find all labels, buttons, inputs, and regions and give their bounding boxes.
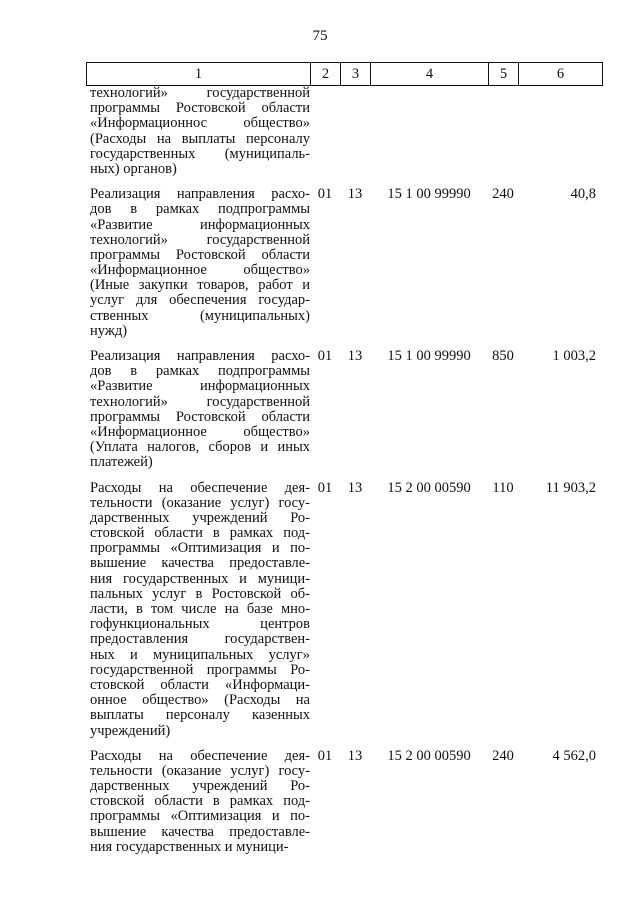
expense-type-code <box>488 86 518 177</box>
description-line: программы Ростовской области <box>90 246 310 263</box>
description-line: стовской области в рамках под- <box>90 793 310 810</box>
column-header-2: 2 <box>311 63 341 86</box>
subsection-code: 13 <box>347 348 363 364</box>
description-line: технологий» государственной <box>90 85 310 101</box>
description-line: тельности (оказание услуг) госу- <box>90 494 310 511</box>
description-line: программы Ростовской области <box>90 408 310 425</box>
section-code: 01 <box>317 747 333 764</box>
description-line: выплаты персоналу казенных <box>90 707 310 724</box>
amount <box>518 86 602 177</box>
description-line: технологий» государственной <box>90 393 310 410</box>
description-line: дов в рамках подпрограммы <box>90 363 310 380</box>
description-line: вышение качества предоставле- <box>90 555 310 572</box>
column-header-1: 1 <box>87 63 311 86</box>
description-line: государственных (муниципаль- <box>90 145 310 162</box>
expense-type-code: 850 <box>492 348 514 364</box>
column-header-table <box>86 62 603 86</box>
subsection-code: 13 <box>347 747 363 764</box>
description-line: ласти, в том числе на базе мно- <box>90 601 310 617</box>
description-line: ния государственных и муници- <box>90 838 289 855</box>
expense-description <box>86 187 310 339</box>
column-header-row <box>87 63 603 86</box>
subsection-code: 13 <box>347 479 363 496</box>
description-line: программы Ростовской области <box>90 100 310 117</box>
table-row <box>86 481 602 739</box>
column-header-5: 5 <box>489 63 519 86</box>
description-line: учреждений) <box>90 722 171 739</box>
table-row <box>86 86 602 177</box>
description-line: программы «Оптимизация и по- <box>90 540 310 557</box>
description-line: тельности (оказание услуг) госу- <box>90 762 310 779</box>
column-header-3: 3 <box>341 63 371 86</box>
description-line: ных) органов) <box>90 160 177 177</box>
amount: 1 003,2 <box>552 348 596 364</box>
target-article-code: 15 2 00 00590 <box>387 479 471 496</box>
expense-description <box>86 349 310 471</box>
table-row <box>86 187 602 339</box>
target-article-code: 15 1 00 99990 <box>387 186 471 203</box>
target-article-code <box>370 86 488 177</box>
description-line: «Развитие информационных <box>90 378 310 395</box>
description-line: стовской области «Информаци- <box>90 676 310 693</box>
description-line: пальных услуг в Ростовской об- <box>90 585 310 602</box>
description-line: ственных (муниципальных) <box>90 307 310 324</box>
description-line: стовской области в рамках под- <box>90 525 310 542</box>
description-line: «Информационное общество» <box>90 262 310 279</box>
target-article-code: 15 1 00 99990 <box>387 348 471 364</box>
description-line: «Информационнос общество» <box>90 115 310 132</box>
description-line: (Иные закупки товаров, работ и <box>90 277 310 294</box>
section-code: 01 <box>317 186 333 203</box>
expense-type-code: 240 <box>492 747 514 764</box>
amount: 4 562,0 <box>552 747 596 764</box>
description-line: предоставления государствен- <box>90 631 310 648</box>
column-header-4: 4 <box>371 63 489 86</box>
description-line: Реализация направления расхо- <box>90 186 310 203</box>
description-line: (Расходы на выплаты персоналу <box>90 130 310 147</box>
description-line: государственной программы Ро- <box>90 661 310 678</box>
expense-description <box>86 749 310 855</box>
amount: 11 903,2 <box>545 479 596 496</box>
description-line: «Информационное общество» <box>90 423 310 440</box>
description-line: Реализация направления расхо- <box>90 348 310 364</box>
description-line: ния государственных и муници- <box>90 570 310 587</box>
description-line: дарственных учреждений Ро- <box>90 509 310 526</box>
budget-table-body <box>86 86 602 865</box>
amount: 40,8 <box>570 186 596 203</box>
description-line: дарственных учреждений Ро- <box>90 778 310 795</box>
description-line: технологий» государственной <box>90 231 310 248</box>
section-code <box>310 86 340 177</box>
description-line: ных и муниципальных услуг» <box>90 646 310 663</box>
description-line: нужд) <box>90 322 128 339</box>
target-article-code: 15 2 00 00590 <box>387 747 471 764</box>
expense-type-code: 110 <box>492 479 514 496</box>
description-line: дов в рамках подпрограммы <box>90 201 310 218</box>
section-code: 01 <box>317 348 333 364</box>
table-row <box>86 349 602 471</box>
expense-description <box>86 481 310 739</box>
description-line: «Развитие информационных <box>90 216 310 233</box>
subsection-code <box>340 86 370 177</box>
description-line: онное общество» (Расходы на <box>90 692 310 709</box>
subsection-code: 13 <box>347 186 363 203</box>
description-line: Расходы на обеспечение дея- <box>90 747 310 764</box>
description-line: (Уплата налогов, сборов и иных <box>90 439 310 456</box>
description-line: гофункциональных центров <box>90 616 310 633</box>
description-line: программы «Оптимизация и по- <box>90 808 310 825</box>
page-number: 75 <box>312 28 328 44</box>
description-line: вышение качества предоставле- <box>90 823 310 840</box>
description-line: Расходы на обеспечение дея- <box>90 479 310 496</box>
section-code: 01 <box>317 479 333 496</box>
description-line: платежей) <box>90 454 153 471</box>
table-row <box>86 749 602 855</box>
expense-description <box>86 86 310 177</box>
expense-type-code: 240 <box>492 186 514 203</box>
description-line: услуг для обеспечения государ- <box>90 292 310 309</box>
column-header-6: 6 <box>519 63 603 86</box>
